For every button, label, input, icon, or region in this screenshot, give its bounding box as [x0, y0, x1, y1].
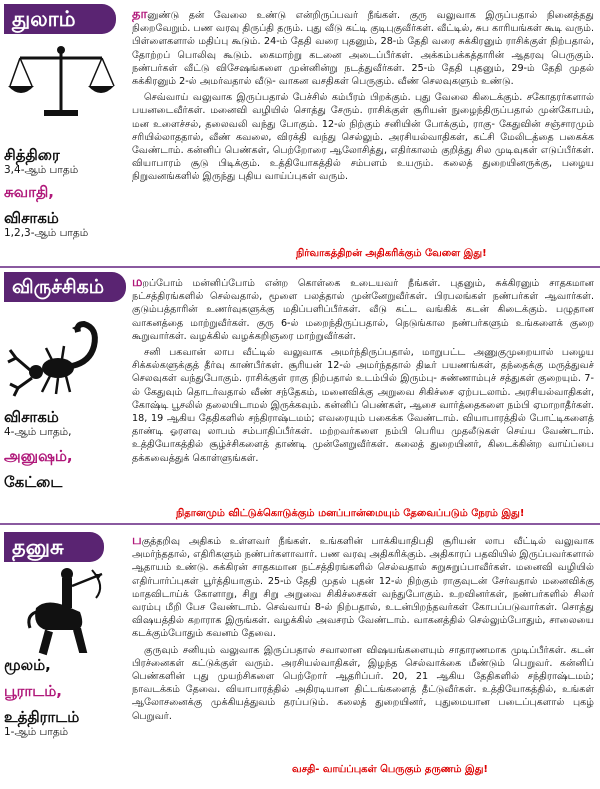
star-pada: 4-ஆம் பாதம், [4, 426, 72, 438]
scales-icon [6, 40, 116, 120]
drop-cap: ம [132, 275, 143, 290]
star-name: பூராடம், [4, 682, 62, 700]
sign-title-banner: தனுசு [4, 532, 104, 562]
summary-line: வசதி- வாய்ப்புகள் பெருகும் தருணம் இது! [292, 764, 488, 775]
drop-cap: தா [132, 7, 148, 22]
prediction-text [132, 534, 594, 726]
sign-title-banner: விருச்சிகம் [4, 272, 126, 302]
star-pada: 3,4-ஆம் பாதம் [4, 164, 79, 176]
paragraph: சனி பகவான் லாப வீட்டில் வலுவாக அமர்ந்திருப்பதால், மாறுபட்ட அணுகுமுறையால் பழைய சிக்கல்களுக்குத் தீர்வு காண்பீர்கள். சூரியன் 12-ல் அமர்ந்ததால் திடீர் பயணங்கள், தந்தைக்கு மருத்துவச் செலவுகள் வந்துபோகும். ராசிக்குள் ராகு நிற்பதால் உடம்பில் இரும்பு- சுண்ணாம்புச் சத்துகள் குறையும். 7-ல் கேதுவும் தொடர்வதால் வீண் சந்தேகம், மனைவிக்கு அறுவை சிகிச்சை ஏற்படலாம். அரசியல்வாதிகள், கோஷ்டி பூசலில் தலையிடாமல் இருக்கவும். கன்னிப் பெண்கள், ஆசை வார்த்தைகளை நம்பி ஏமாறாதீர்கள். 18, 19 ஆகிய தேதிகளில் சந்திராஷ்டமம்; எவரையும் பகைக்க வேண்டாம். வியாபாரத்தில் போட்டிகளைத் தாண்டி ஓரளவு லாபம் சம்பாதிப்பீர்கள். மற்றவர்களை நம்பி பெரிய முதலீடுகள் செய்ய வேண்டாம். உத்தியோகத்தில் சூழ்ச்சிகளைத் தாண்டி முன்னேறுவீர்கள். கலைத் துறையினர், கிடைக்கின்ற வாய்ப்பை தக்கவைத்துக் கொள்ளுங்கள். [132, 347, 594, 464]
paragraph: னுண்டு தன் வேலை உண்டு என்றிருப்பவர் நீங்கள். குரு வலுவாக இருப்பதால் நினைத்தது நிறைவேறும். பண வரவு திருப்தி தரும். புது வீடு கட்டி குடிபுகுவீர்கள். வீட்டில், சுப காரியங்கள் கூடி வரும். பிள்ளைகளால் மதிப்பு கூடும். 24-ம் தேதி வரை புதனும், 28-ம் தேதி வரை சுக்கிரனும் ராசிக்குள் நிற்பதால், தோற்றப் பொலிவு கூடும். கைமாற்று கடனை அடைப்பீர்கள். அக்கம்பக்கத்தாரின் ஆதரவு பெருகும். நண்பர்கள் வீட்டு விசேஷங்களை முன்னின்று நடத்துவீர்கள். 25-ம் தேதி புதனும், 29-ம் தேதி முதல் சுக்கிரனும் 2-ல் அமர்வதால் வீடு- வாகன வசதிகள் பெருகும். வீண் செலவுகளும் உண்டு. [132, 10, 594, 88]
sign-title-banner: துலாம் [4, 4, 116, 34]
sign-section-dhanusu [0, 526, 600, 789]
paragraph: றப்போம் மன்னிப்போம் என்ற கொள்கை உடையவர் நீங்கள். புதனும், சுக்கிரனும் சாதகமான நட்சத்திரங்களில் செல்வதால், மூளை பலத்தால் முன்னேறுவீர்கள். பிரபலங்கள் நண்பர்கள் ஆவார்கள். குடும்பத்தாரின் உணர்வுகளுக்கு மதிப்பளிப்பீர்கள். வீடு கட்ட வங்கிக் கடன் கிடைக்கும். பழுதான வாகனத்தை மாற்றுவீர்கள். குரு 6-ல் மறைந்திருப்பதால், நெடுங்கால நண்பர்களும் உங்களைக் குறை கூறுவார்கள். வழக்கில் வழக்கறிஞரை மாற்றுவீர்கள். [132, 278, 594, 342]
star-name: உத்திராடம் [4, 708, 80, 726]
summary-line: நிர்வாகத்திறன் அதிகரிக்கும் வேளை இது! [296, 248, 487, 259]
sign-section-thulam [0, 0, 600, 262]
star-pada: 1,2,3-ஆம் பாதம் [4, 227, 89, 239]
section-divider [0, 523, 600, 525]
star-name: கேட்டை [4, 473, 63, 491]
star-name: சித்திரை [4, 146, 60, 164]
prediction-text [132, 276, 594, 468]
star-name: சுவாதி, [4, 183, 54, 201]
sign-section-viruchigam [0, 268, 600, 520]
paragraph: குருவும் சனியும் வலுவாக இருப்பதால் சவாலான விஷயங்களையும் சாதாரணமாக முடிப்பீர்கள். கடன் பிரச்னைகள் கட்டுக்குள் வரும். அரசியல்வாதிகள், இழந்த செல்வாக்கை மீண்டும் பெறுவர். கன்னிப் பெண்களின் புது முயற்சிகளை பெற்றோர் ஆதரிப்பர். 20, 21 ஆகிய தேதிகளில் சந்திராஷ்டமம்; நாவடக்கம் தேவை. வியாபாரத்தில் அதிரடியான திட்டங்களைத் தீட்டுவீர்கள். உத்தியோகத்தில், உங்கள் ஆலோசனைக்கு முக்கியத்துவம் தரப்படும். கலைத் துறையினர், புதுமையான படைப்புகளால் புகழ் பெறுவர். [132, 644, 594, 722]
paragraph: குத்தறிவு அதிகம் உள்ளவர் நீங்கள். உங்களின் பாக்கியாதிபதி சூரியன் லாப வீட்டில் வலுவாக அமர்ந்ததால், எதிரிகளும் நண்பர்களாவார். பண வரவு அதிகரிக்கும். அதிகாரப் பதவியில் இருப்பவர்களால் ஆதாயம் உண்டு. சுக்கிரன் சாதகமான நட்சத்திரங்களில் செல்வதால் சுறுசுறுப்பாவீர்கள். மனைவி வழியில் எதிர்பார்ப்புகள் பூர்த்தியாகும். 25-ம் தேதி முதல் புதன் 12-ல் நிற்கும் ராகுவுடன் சேர்வதால் மனைவிக்கு மாதவிடாய்க் கோளாறு, சிறு சிறு அறுவை சிகிச்சைகள் வந்துபோகும். உறவினர்கள், நண்பர்களில் சிலர் வரம்பு மீறி பேச வேண்டாம். செவ்வாய் 8-ல் நிற்பதால், உடன்பிறந்தவர்கள் கோபப்படுவார்கள். சொத்து விஷயத்தில் கறாராக இருங்கள். வழக்கில் அவசரம் வேண்டாம். வாகனத்தில் செல்லும்போதும், சாலையை கடக்கும்போதும் கவனம் தேவை. [132, 536, 594, 640]
paragraph: செவ்வாய் வலுவாக இருப்பதால் பேச்சில் கம்பீரம் பிறக்கும். புது வேலை கிடைக்கும். சகோதரர்களால் பயனடைவீர்கள். மனைவி வழியில் சொத்து சேரும். ராசிக்குள் சூரியன் நுழைந்திருப்பதால் முன்கோபம், மன உளைச்சல், தலைவலி வந்து போகும். 12-ல் நிற்கும் சனியின் போக்கும், ராகு- கேதுவின் சஞ்சாரமும் சரியில்லாததால், வீண் கவலை, விரக்தி வந்து செல்லும். அரசியல்வாதிகள், கட்சி மேலிடத்தை பகைக்க வேண்டாம். கன்னிப் பெண்கள், பெற்றோரை ஆலோசித்து, எதிர்காலம் குறித்து சில முடிவுகள் எடுப்பீர்கள். வியாபாரம் சூடு பிடிக்கும். உத்தியோகத்தில் சம்பளம் உயரும். கலைத் துறையினருக்கு, பழைய நிறுவனங்களில் இருந்து புதிய வாய்ப்புகள் வரும். [132, 92, 594, 183]
star-name: மூலம், [4, 656, 51, 674]
prediction-text [132, 8, 594, 187]
scorpion-icon [6, 310, 116, 400]
star-name: விசாகம் [4, 209, 59, 227]
archer-icon [6, 568, 116, 664]
summary-line: நிதானமும் விட்டுக்கொடுக்கும் மனப்பான்மையும் தேவைப்படும் நேரம் இது! [176, 508, 525, 519]
star-name: அனுஷம், [4, 447, 73, 465]
star-name: விசாகம் [4, 408, 59, 426]
drop-cap: ப [132, 533, 142, 548]
star-pada: 1-ஆம் பாதம் [4, 726, 69, 738]
